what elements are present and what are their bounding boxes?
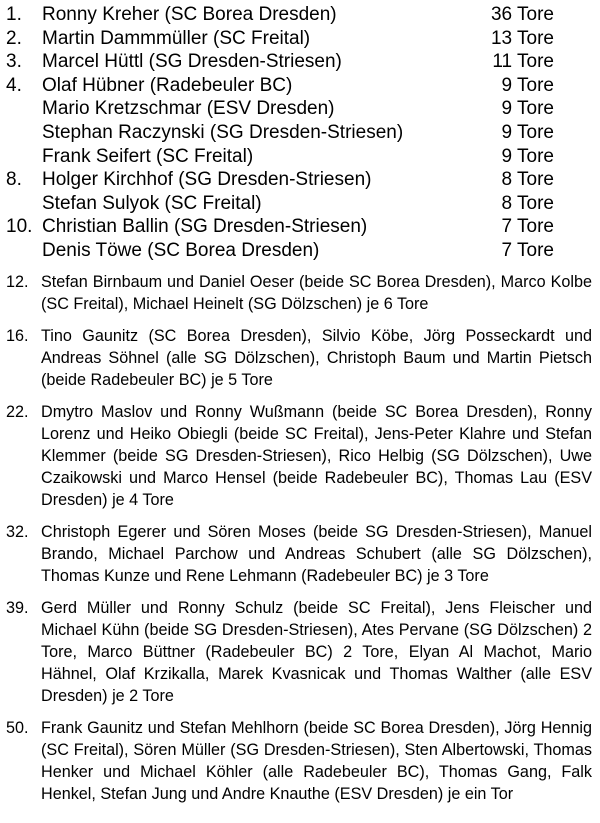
goal-count: 7 Tore — [501, 239, 554, 261]
top-scorer-row — [6, 192, 594, 216]
top-scorer-row — [6, 74, 594, 98]
grouped-scorers — [6, 271, 594, 805]
player-name: Christian Ballin (SG Dresden-Striesen) — [42, 216, 368, 238]
group-text: Christoph Egerer und Sören Moses (beide SG Dresden-Striesen), Manuel Brando, Michael Parchow und Andreas Schubert (alle SG Dölzschen), Thomas Kunze und Rene Lehmann (Radebeuler BC) je 3 Tore — [41, 522, 592, 585]
group-rank: 39. — [6, 598, 29, 617]
player-name: Ronny Kreher (SC Borea Dresden) — [42, 4, 337, 25]
goal-count: 9 Tore — [501, 145, 554, 167]
top-scorer-row — [6, 145, 594, 169]
top-scorers-table — [6, 3, 594, 263]
goal-count: 9 Tore — [501, 74, 554, 96]
scorer-group — [6, 401, 594, 511]
group-rank: 12. — [6, 272, 29, 291]
rank: 2. — [6, 27, 22, 49]
top-scorer-row — [6, 27, 594, 51]
rank: 4. — [6, 74, 22, 96]
group-rank: 32. — [6, 522, 29, 541]
player-name: Stefan Sulyok (SC Freital) — [42, 192, 262, 214]
player-name: Denis Töwe (SC Borea Dresden) — [42, 239, 320, 261]
scorer-group — [6, 717, 594, 805]
top-scorer-row — [6, 50, 594, 74]
player-name: Martin Dammmüller (SC Freital) — [42, 27, 311, 49]
scorer-group — [6, 271, 594, 315]
top-scorer-row — [6, 97, 594, 121]
group-text: Frank Gaunitz und Stefan Mehlhorn (beide SC Borea Dresden), Jörg Hennig (SC Freital), Sören Müller (SG Dresden-Striesen), Sten Albertowski, Thomas Henker und Michael Köhler (alle Radebeuler BC), Thomas Gang, Falk Henkel, Stefan Jung und Andre Knauthe (ESV Dresden) je ein Tor — [41, 718, 592, 803]
goal-count: 9 Tore — [501, 98, 554, 120]
player-name: Mario Kretzschmar (ESV Dresden) — [42, 98, 335, 120]
player-name: Stephan Raczynski (SG Dresden-Striesen) — [42, 121, 404, 143]
group-text: Stefan Birnbaum und Daniel Oeser (beide SC Borea Dresden), Marco Kolbe (SC Freital), Michael Heinelt (SG Dölzschen) je 6 Tore — [41, 272, 592, 313]
top-scorer-row — [6, 3, 594, 27]
goal-count: 7 Tore — [501, 216, 554, 238]
group-text: Gerd Müller und Ronny Schulz (beide SC Freital), Jens Fleischer und Michael Kühn (beide SG Dresden-Striesen), Ates Pervane (SG Dölzschen) 2 Tore, Marco Büttner (Radebeuler BC) 2 Tore, Elyan Al Machot, Mario Hähnel, Olaf Krzikalla, Marek Kvasnicak und Thomas Walther (alle ESV Dresden) je 2 Tore — [41, 598, 592, 705]
group-rank: 22. — [6, 402, 29, 421]
group-text: Tino Gaunitz (SC Borea Dresden), Silvio Köbe, Jörg Posseckardt und Andreas Söhnel (alle SG Dölzschen), Christoph Baum und Martin Pietsch (beide Radebeuler BC) je 5 Tore — [41, 326, 592, 389]
rank: 3. — [6, 51, 22, 73]
rank: 10. — [6, 216, 33, 238]
group-rank: 16. — [6, 326, 29, 345]
goal-count: 8 Tore — [501, 192, 554, 214]
scorer-group — [6, 597, 594, 707]
top-scorer-row — [6, 168, 594, 192]
scorer-group — [6, 325, 594, 391]
group-rank: 50. — [6, 718, 29, 737]
top-scorer-row — [6, 121, 594, 145]
player-name: Frank Seifert (SC Freital) — [42, 145, 254, 167]
rank: 8. — [6, 169, 22, 191]
goal-count: 13 Tore — [490, 27, 554, 49]
scorer-group — [6, 521, 594, 587]
group-text: Dmytro Maslov und Ronny Wußmann (beide SC Borea Dresden), Ronny Lorenz und Heiko Obiegli (beide SC Freital), Jens-Peter Klahre und Stefan Klemmer (beide SG Dresden-Striesen), Rico Helbig (SG Dölzschen), Uwe Czaikowski und Marco Hensel (beide Radebeuler BC), Thomas Lau (ESV Dresden) je 4 Tore — [41, 402, 592, 509]
top-scorer-row — [6, 215, 594, 239]
rank: 1. — [6, 4, 22, 25]
top-scorer-row — [6, 239, 594, 263]
goal-count: 11 Tore — [492, 51, 554, 73]
goal-count: 36 Tore — [490, 4, 554, 25]
player-name: Holger Kirchhof (SG Dresden-Striesen) — [42, 169, 372, 191]
player-name: Olaf Hübner (Radebeuler BC) — [42, 74, 293, 96]
player-name: Marcel Hüttl (SG Dresden-Striesen) — [42, 51, 342, 73]
goal-count: 9 Tore — [501, 121, 554, 143]
goal-count: 8 Tore — [501, 169, 554, 191]
